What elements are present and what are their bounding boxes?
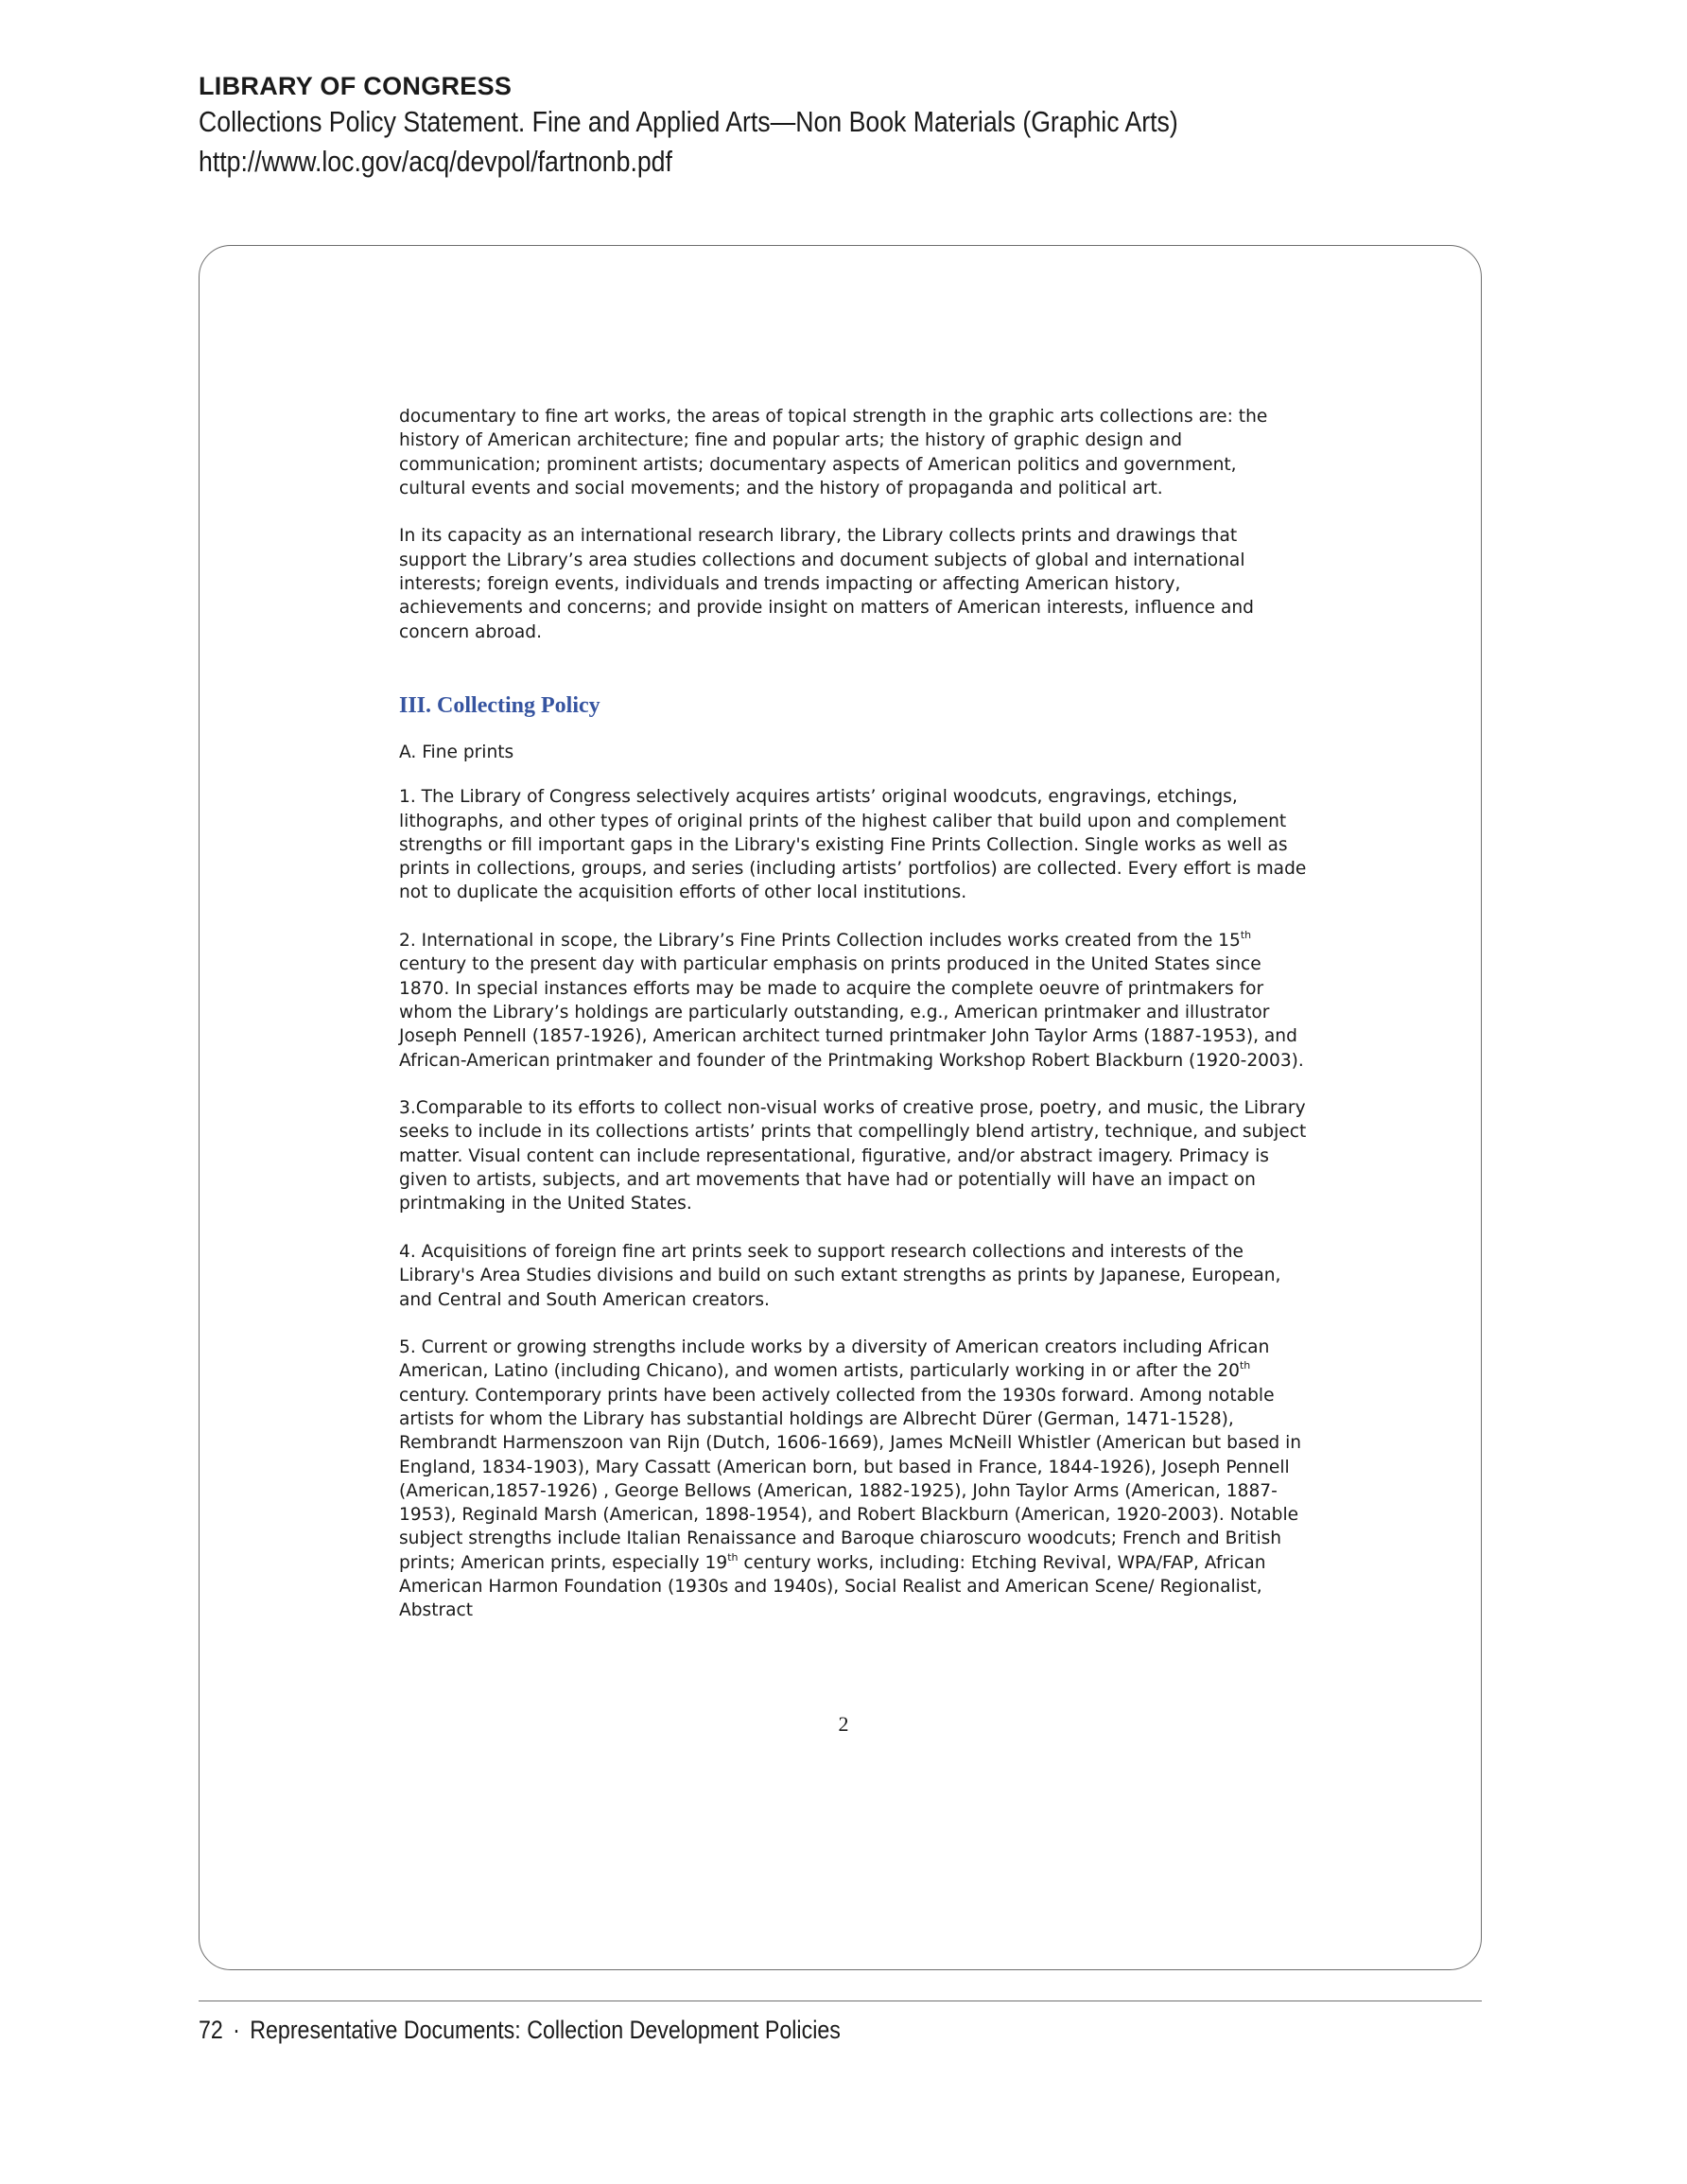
superscript: th <box>1239 1359 1251 1372</box>
superscript: th <box>727 1550 739 1564</box>
header-title: Collections Policy Statement. Fine and Applied Arts—Non Book Materials (Graphic Arts) <box>199 105 1178 138</box>
page-header <box>199 70 1522 182</box>
footer-page-number: 72 <box>199 2016 223 2044</box>
document-body <box>399 405 1307 1647</box>
superscript: th <box>1240 929 1252 942</box>
footer-title: Representative Documents: Collection Development Policies <box>250 2016 841 2044</box>
subsection-heading: A. Fine prints <box>399 742 514 762</box>
footer-separator: · <box>233 2016 240 2044</box>
page-footer <box>199 2016 841 2045</box>
policy-item-1: 1. The Library of Congress selectively acquires artists’ original woodcuts, engravings, etchings, lithographs, and other types of original prints of the highest caliber that build upon and complement strengths or fill important gaps in the Library's existing Fine Prints Collection. Single works as well as prints in collections, groups, and series (including artists’ portfolios) are collected. Every effort is made not to duplicate the acquisition efforts of other local institutions. <box>399 787 1307 903</box>
policy-item-5 <box>399 1336 1307 1623</box>
inner-page-number: 2 <box>838 1712 849 1736</box>
policy-item-2 <box>399 929 1307 1073</box>
header-organization: LIBRARY OF CONGRESS <box>199 72 513 100</box>
policy-item-4: 4. Acquisitions of foreign fine art prints seek to support research collections and interests of the Library's Area Studies divisions and build on such extant strengths as prints by Japanese, European, and Central and South American creators. <box>399 1241 1281 1310</box>
text-run: 2. International in scope, the Library’s Fine Prints Collection includes works created from the 15 <box>399 931 1241 952</box>
text-run: 5. Current or growing strengths include works by a diversity of American creators including African American, Latino (including Chicano), and women artists, particularly working in or after the 20 <box>399 1337 1270 1382</box>
body-paragraph: documentary to fine art works, the areas of topical strength in the graphic arts collections are: the history of American architecture; fine and popular arts; the history of graphic design and communication; prominent artists; documentary aspects of American politics and government, cultural events and social movements; and the history of propaganda and political art. <box>399 407 1268 498</box>
text-run: century. Contemporary prints have been actively collected from the 1930s forward. Among notable artists for whom the Library has substantial holdings are Albrecht Dürer (German, 1471-1528), Rembrandt Harmenszoon van Rijn (Dutch, 1606-1669), James McNeill Whistler (American but based in England, 1834-1903), Mary Cassatt (American born, but based in France, 1844-1926), Joseph Pennell (American,1857-1926) , George Bellows (American, 1882-1925), John Taylor Arms (American, 1887-1953), Reginald Marsh (American, 1898-1954), and Robert Blackburn (American, 1920-2003). Notable subject strengths include Italian Renaissance and Baroque chiaroscuro woodcuts; French and British prints; American prints, especially 19 <box>399 1385 1302 1573</box>
policy-item-3: 3.Comparable to its efforts to collect non-visual works of creative prose, poetry, and music, the Library seeks to include in its collections artists’ prints that compellingly blend artistry, technique, and subject matter. Visual content can include representational, figurative, and/or abstract imagery. Primacy is given to artists, subjects, and art movements that have had or potentially will have an impact on printmaking in the United States. <box>399 1098 1307 1214</box>
header-url: http://www.loc.gov/acq/devpol/fartnonb.pdf <box>199 145 672 178</box>
text-run: century works, including: Etching Revival, WPA/FAP, African American Harmon Foundation (1930s and 1940s), Social Realist and American Scene/ Regionalist, Abstract <box>399 1552 1266 1621</box>
text-run: century to the present day with particular emphasis on prints produced in the United States since 1870. In special instances efforts may be made to acquire the complete oeuvre of printmakers for whom the Library’s holdings are particularly outstanding, e.g., American printmaker and illustrator Joseph Pennell (1857-1926), American architect turned printmaker John Taylor Arms (1887-1953), and African-American printmaker and founder of the Printmaking Workshop Robert Blackburn (1920-2003). <box>399 954 1304 1071</box>
body-paragraph: In its capacity as an international research library, the Library collects prints and drawings that support the Library’s area studies collections and document subjects of global and international interests; foreign events, individuals and trends impacting or affecting American history, achievements and concerns; and provide insight on matters of American interests, influence and concern abroad. <box>399 526 1254 642</box>
section-heading: III. Collecting Policy <box>399 692 600 718</box>
